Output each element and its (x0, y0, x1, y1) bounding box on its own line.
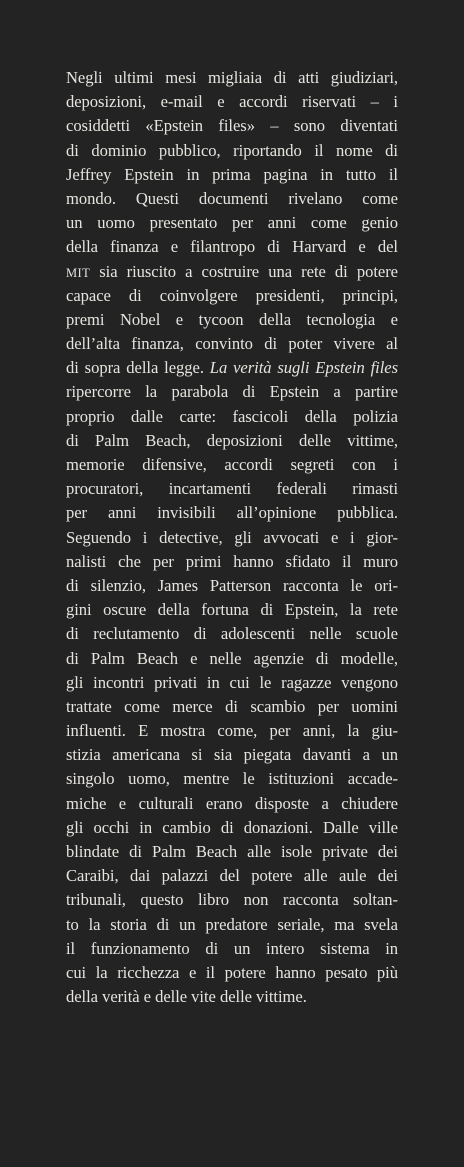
blurb-line: memorie difensive, accordi segreti con i (66, 455, 398, 474)
blurb-text (66, 66, 398, 1009)
blurb-line: premi Nobel e tycoon della tecnologia e (66, 309, 398, 329)
blurb-line: singolo uomo, mentre le istituzioni accade- (66, 769, 398, 789)
blurb-line: della verità e delle vite delle vittime. (66, 987, 307, 1007)
blurb-line: proprio dalle carte: fascicoli della polizia (66, 406, 398, 426)
blurb-line: nalisti che per primi hanno sfidato il muro (66, 551, 398, 571)
blurb-line: Seguendo i detective, gli avvocati e i gior- (66, 527, 398, 547)
blurb-line: blindate di Palm Beach alle isole private dei (66, 842, 398, 861)
blurb-line: Caraibi, dai palazzi del potere alle aule dei (66, 866, 398, 886)
blurb-line: Negli ultimi mesi migliaia di atti giudiziari, (66, 68, 398, 87)
blurb-line: gli occhi in cambio di donazioni. Dalle ville (66, 817, 398, 837)
blurb-line: di dominio pubblico, riportando il nome di (66, 140, 398, 160)
blurb-line: di reclutamento di adolescenti nelle scuole (66, 624, 398, 644)
blurb-line: di sopra della legge. La verità sugli Epstein files (66, 358, 398, 378)
blurb-line: Jeffrey Epstein in prima pagina in tutto il (66, 164, 398, 184)
blurb-line: procuratori, incartamenti federali rimasti (66, 479, 398, 499)
blurb-line: ripercorre la parabola di Epstein a partire (66, 382, 398, 402)
blurb-line: deposizioni, e-mail e accordi riservati – i (66, 92, 398, 112)
blurb-line: cosiddetti «Epstein files» – sono diventati (66, 116, 398, 136)
blurb-line: MIT sia riuscito a costruire una rete di potere (66, 261, 398, 281)
blurb-line: tribunali, questo libro non racconta soltan- (66, 890, 398, 910)
blurb-line: dell’alta finanza, convinto di poter vivere al (66, 334, 398, 354)
blurb-line: influenti. E mostra come, per anni, la giu- (66, 721, 398, 741)
blurb-line: di Palm Beach, deposizioni delle vittime, (66, 430, 398, 450)
blurb-line: mondo. Questi documenti rivelano come (66, 188, 398, 208)
blurb-line: un uomo presentato per anni come genio (66, 213, 398, 233)
mit-small-caps: MIT (66, 265, 91, 280)
blurb-line: di silenzio, James Patterson racconta le ori- (66, 575, 398, 595)
blurb-line: trattate come merce di scambio per uomini (66, 696, 398, 716)
blurb-line: capace di coinvolgere presidenti, principi, (66, 285, 398, 305)
blurb-line: miche e culturali erano disposte a chiudere (66, 793, 398, 813)
blurb-line: gini oscure della fortuna di Epstein, la rete (66, 600, 398, 620)
blurb-line: il funzionamento di un intero sistema in (66, 938, 398, 958)
blurb-line: per anni invisibili all’opinione pubblica. (66, 503, 398, 523)
blurb-line: stizia americana si sia piegata davanti a un (66, 745, 398, 765)
book-title-italic: La verità sugli Epstein files (209, 358, 398, 378)
blurb-line: cui la ricchezza e il potere hanno pesato più (66, 962, 398, 982)
blurb-line: gli incontri privati in cui le ragazze vengono (66, 672, 398, 692)
blurb-line: della finanza e filantropo di Harvard e del (66, 237, 398, 257)
blurb-line: to la storia di un predatore seriale, ma svela (66, 914, 398, 934)
blurb-line: di Palm Beach e nelle agenzie di modelle, (66, 648, 398, 668)
